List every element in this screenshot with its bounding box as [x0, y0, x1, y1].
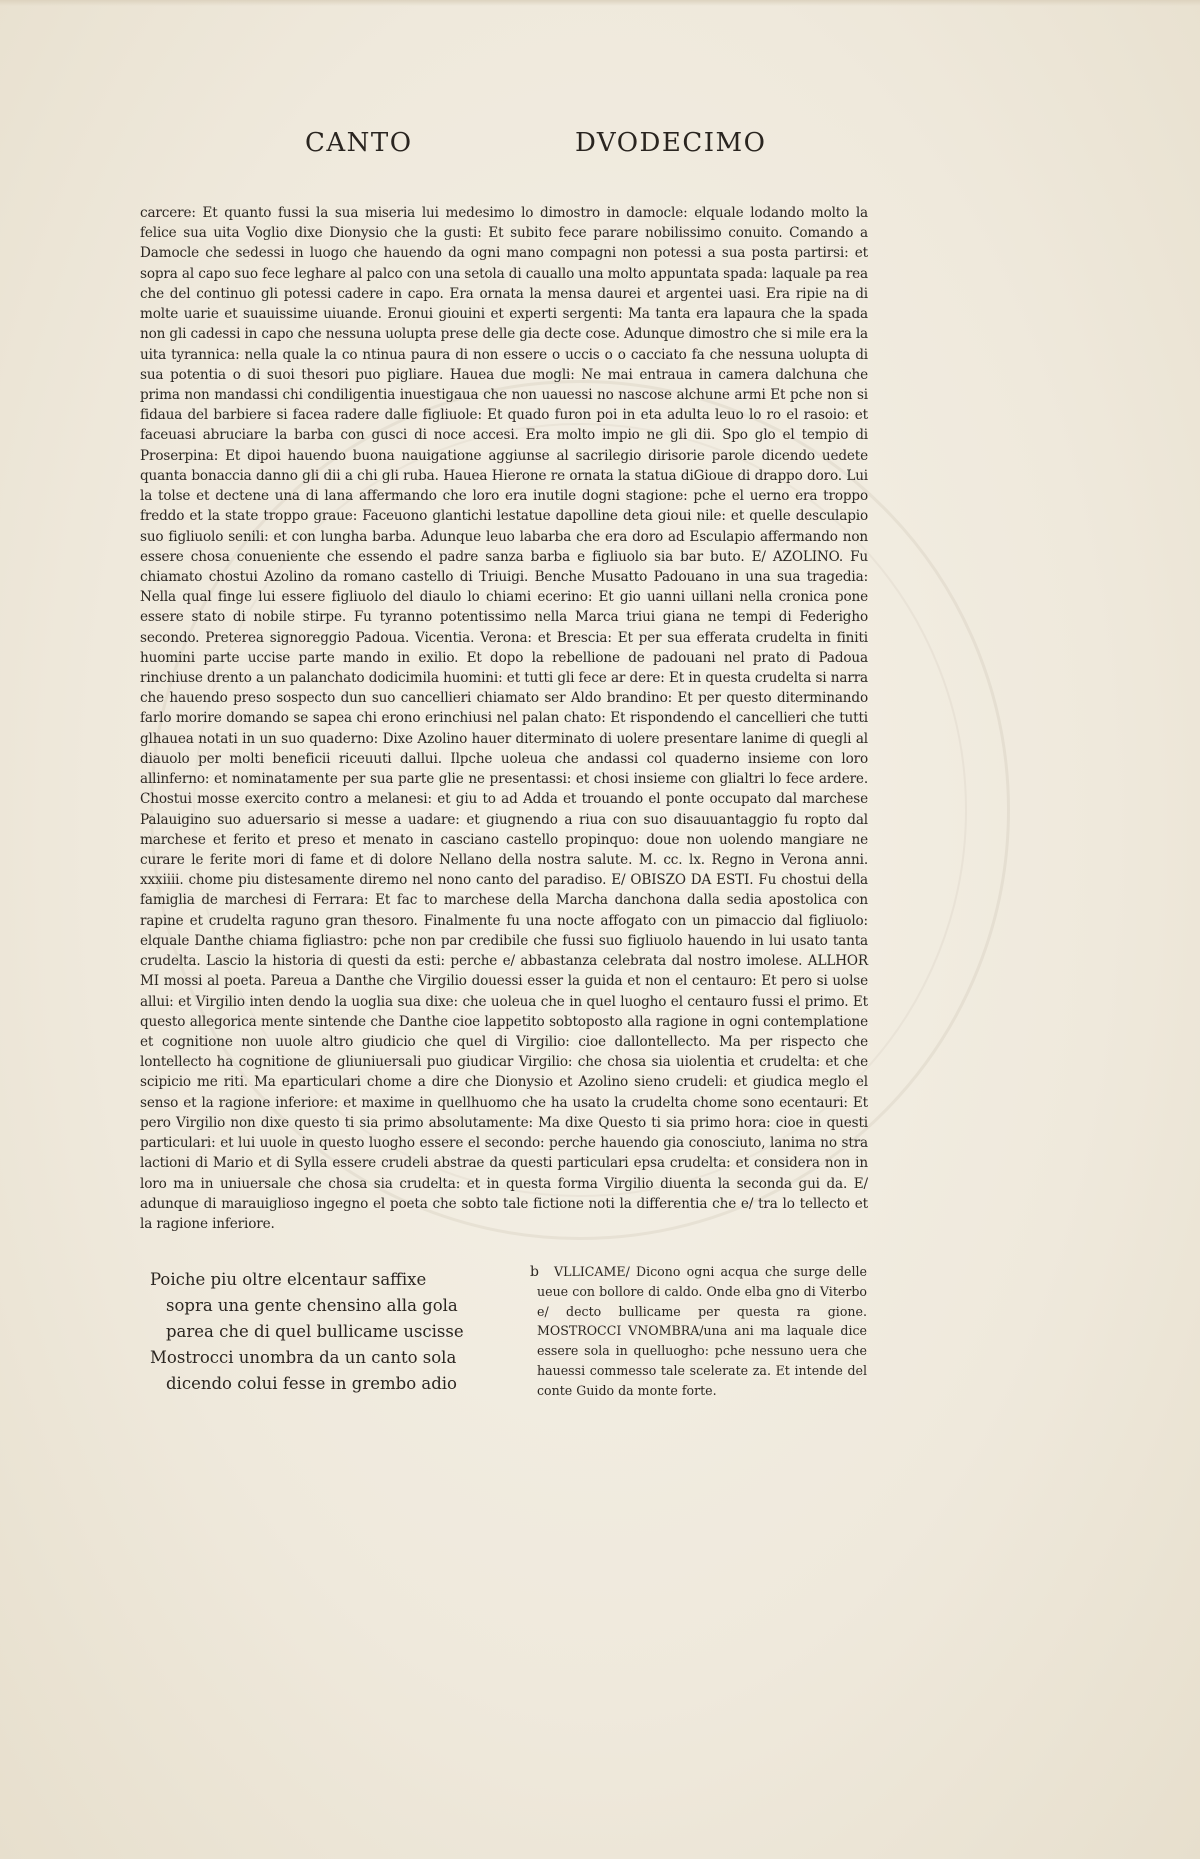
verse-line: sopra una gente chensino alla gola	[166, 1296, 458, 1315]
verse-line: dicendo colui fesse in grembo adio	[166, 1374, 457, 1393]
gloss-initial-letter: b	[530, 1264, 539, 1280]
commentary-block	[140, 203, 868, 1234]
running-head	[0, 128, 1200, 168]
page-edge	[0, 0, 1200, 6]
running-head-right: DVODECIMO	[575, 128, 767, 158]
gloss-text: VLLICAME/ Dicono ogni acqua che surge delle ueue con bollore di caldo. Onde elba gno di Viterbo e/ decto bullicame per questa ra gione. MOSTROCCI VNOMBRA/una ani ma laquale dice essere sola in quelluogho: pche nessuno uera che hauessi commesso tale scelerate za. Et intende del conte Guido da monte forte.	[537, 1264, 867, 1398]
verse-line: Poiche piu oltre elcentaur saffixe	[150, 1270, 427, 1289]
gloss-block	[537, 1262, 867, 1401]
verse-line: Mostrocci unombra da un canto sola	[150, 1348, 457, 1367]
commentary-text: carcere: Et quanto fussi la sua miseria lui medesimo lo dimostro in damocle: elquale lodando molto la felice sua uita Voglio dixe Dionysio che la gusti: Et subito fece parare nobilissimo conuito. Comando a Damocle che sedessi in luogo che hauendo da ogni mano compagni non potessi a sua posta partirsi: et sopra al capo suo fece leghare al palco con una setola di cauallo una molto appuntata spada: laquale pa rea che del continuo gli potessi cadere in capo. Era ornata la mensa daurei et argentei uasi. Era ripie na di molte uarie et suauissime uiuande. Eronui giouini et experti sergenti: Ma tanta era lapaura che la spada non gli cadessi in capo che nessuna uolupta prese delle gia decte cose. Adunque dimostro che si mile era la uita tyrannica: nella quale la co ntinua paura di non essere o uccis o o cacciato fa che nessuna uolupta di sua potentia o di suoi thesori puo pigliare. Hauea due mogli: Ne mai entraua in camera dalchuna che prima non mandassi chi condiligentia inuestigaua che non uauessi no nascose alchune armi Et pche non si fidaua del barbiere si facea radere dalle figliuole: Et quado furon poi in eta adulta leuo lo ro el rasoio: et faceuasi abruciare la barba con gusci di noce accesi. Era molto impio ne gli dii. Spo glo el tempio di Proserpina: Et dipoi hauendo buona nauigatione aggiunse al sacrilegio dirisorie parole dicendo uedete quanta bonaccia danno gli dii a chi gli ruba. Hauea Hierone re ornata la statua diGioue di drappo doro. Lui la tolse et dectene una di lana affermando che loro era inutile dogni stagione: pche el uerno era troppo freddo et la state troppo graue: Faceuono glantichi lestatue dapolline deta gioui nile: et quelle desculapio suo figliuolo senili: et con lungha barba. Adunque leuo labarba che era doro ad Esculapio affermando non essere chosa conueniente che essendo el padre sanza barba e figliuolo sia bar buto. E/ AZOLINO. Fu chiamato chostui Azolino da romano castello di Triuigi. Benche Musatto Padouano in una sua tragedia: Nella qual finge lui essere figliuolo del diaulo lo chiami ecerino: Et gio uanni uillani nella cronica pone essere stato di nobile stirpe. Fu tyranno potentissimo nella Marca triui giana ne tempi di Federigho secondo. Preterea signoreggio Padoua. Vicentia. Verona: et Brescia: Et per sua efferata crudelta in finiti huomini parte uccise parte mando in exilio. Et dopo la rebellione de padouani nel prato di Padoua rinchiuse drento a un palanchato dodicimila huomini: et tutti gli fece ar dere: Et in questa crudelta si narra che hauendo preso sospecto dun suo cancellieri chiamato ser Aldo brandino: Et per questo diterminando farlo morire domando se sapea chi erono erinchiusi nel palan chato: Et rispondendo el cancellieri che tutti glhauea notati in un suo quaderno: Dixe Azolino hauer diterminato di uolere presentare lanime di quegli al diauolo per molti beneficii riceuuti dallui. Ilpche uoleua che andassi col quaderno insieme con loro allinferno: et nominatamente per sua parte glie ne presentassi: et chosi insieme con glialtri lo fece ardere. Chostui mosse exercito contro a melanesi: et giu to ad Adda et trouando el ponte occupato dal marchese Palauigino suo aduersario si messe a uadare: et giugnendo a riua con suo disauuantaggio fu ropto dal marchese et ferito et preso et menato in casciano castello propinquo: doue non uolendo mangiare ne curare le ferite mori di fame et di dolore Nellano della nostra salute. M. cc. lx. Regno in Verona anni. xxxiiii. chome piu distesamente diremo nel nono canto del paradiso. E/ OBISZO DA ESTI. Fu chostui della famiglia de marchesi di Ferrara: Et fac to marchese della Marcha danchona dalla sedia apostolica con rapine et crudelta raguno gran thesoro. Finalmente fu una nocte affogato con un pimaccio dal figliuolo: elquale Danthe chiama figliastro: pche non par credibile che fussi suo figliuolo hauendo in lui usato tanta crudelta. Lascio la historia di questi da esti: perche e/ abbastanza celebrata dal nostro imolese. ALLHOR MI mossi al poeta. Pareua a Danthe che Virgilio douessi esser la guida et non el centauro: Et pero si uolse allui: et Virgilio inten dendo la uoglia sua dixe: che uoleua che in quel luogho el centauro fussi el primo. Et questo allegorica mente sintende che Danthe cioe lappetito sobtoposto alla ragione in ogni contemplatione et cognitione non uuole altro giudicio che quel di Virgilio: cioe dallontellecto. Ma per rispecto che lontellecto ha cognitione de gliuniuersali puo giudicar Virgilio: che chosa sia uiolentia et crudelta: et che scipicio me riti. Ma eparticulari chome a dire che Dionysio et Azolino sieno crudeli: et giudica meglo el senso et la ragione inferiore: et maxime in quellhuomo che ha usato la crudelta chome sono ecentauri: Et pero Virgilio non dixe questo ti sia primo absolutamente: Ma dixe Questo ti sia primo hora: cioe in questi particulari: et lui uuole in questo luogho essere el secondo: perche hauendo gia conosciuto, lanima no stra lactioni di Mario et di Sylla essere crudeli abstrae da questi particulari epsa crudelta: et considera non in loro ma in uniuersale che chosa sia crudelta: et in questa forma Virgilio diuenta la seconda gui da. E/ adunque di marauiglioso ingegno el poeta che sobto tale fictione noti la differentia che e/ tra lo tellecto et la ragione inferiore.	[140, 205, 868, 1232]
verse-block	[150, 1267, 490, 1397]
verse-line: parea che di quel bullicame uscisse	[166, 1322, 464, 1341]
running-head-left: CANTO	[305, 128, 413, 158]
